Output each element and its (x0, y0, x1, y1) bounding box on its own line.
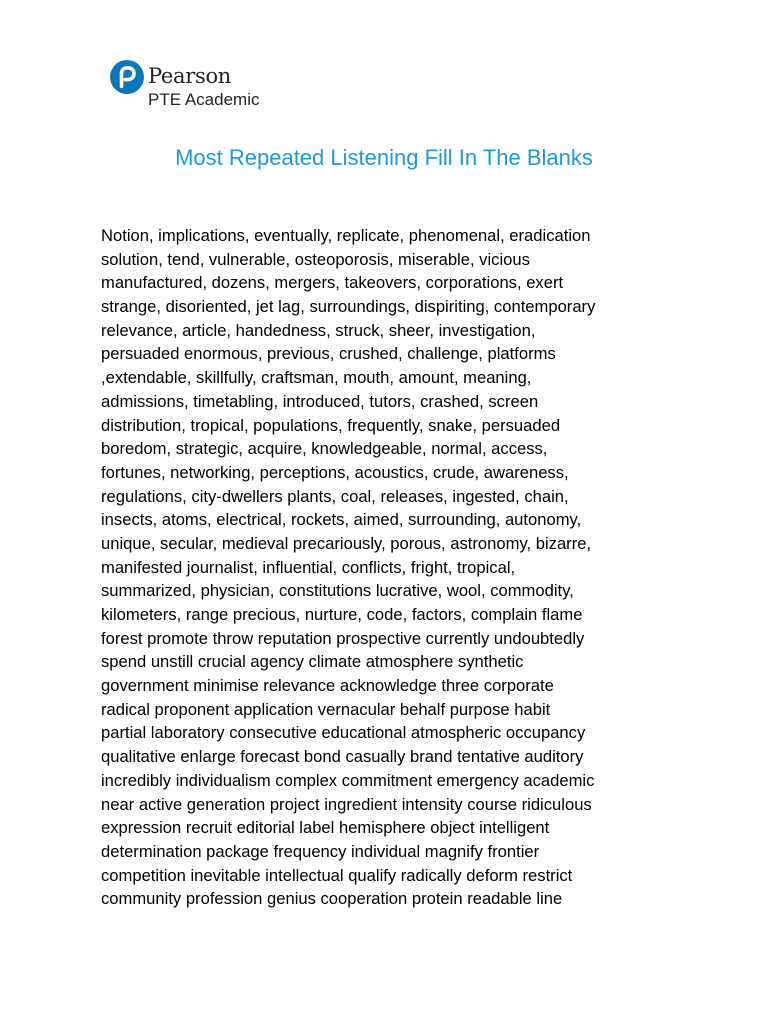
word-list-line: government minimise relevance acknowledge three corporate (101, 676, 554, 696)
word-list-line: regulations, city-dwellers plants, coal, releases, ingested, chain, (101, 486, 569, 506)
word-list-line: strange, disoriented, jet lag, surroundings, dispiriting, contemporary (101, 297, 596, 317)
word-list-line: ,extendable, skillfully, craftsman, mouth, amount, meaning, (101, 368, 532, 388)
word-list-line: unique, secular, medieval precariously, porous, astronomy, bizarre, (101, 533, 592, 553)
word-list-line: community profession genius cooperation protein readable line (101, 889, 563, 909)
word-list-line: distribution, tropical, populations, frequently, snake, persuaded (101, 415, 561, 435)
word-list-line: spend unstill crucial agency climate atmosphere synthetic (101, 652, 524, 672)
word-list-line: persuaded enormous, previous, crushed, challenge, platforms (101, 344, 556, 364)
word-list-line: boredom, strategic, acquire, knowledgeable, normal, access, (101, 439, 548, 459)
document-title: Most Repeated Listening Fill In The Blanks (175, 145, 593, 170)
word-list-line: forest promote throw reputation prospective currently undoubtedly (101, 628, 585, 648)
word-list-line: Notion, implications, eventually, replicate, phenomenal, eradication (101, 226, 591, 245)
pearson-p-logo-icon (110, 60, 144, 94)
word-list-line: kilometers, range precious, nurture, code, factors, complain flame (101, 605, 583, 624)
word-list-line: expression recruit editorial label hemisphere object intelligent (101, 818, 550, 838)
word-list-paragraph (101, 224, 681, 911)
word-list-line: near active generation project ingredient intensity course ridiculous (101, 794, 592, 814)
word-list-line: insects, atoms, electrical, rockets, aimed, surrounding, autonomy, (101, 510, 582, 530)
word-list-line: manifested journalist, influential, conflicts, fright, tropical, (101, 557, 516, 577)
word-list-line: summarized, physician, constitutions lucrative, wool, commodity, (101, 581, 574, 601)
word-list-line: manufactured, dozens, mergers, takeovers, corporations, exert (101, 273, 564, 293)
product-name: PTE Academic (148, 90, 260, 109)
pearson-logo (110, 60, 310, 114)
word-list-line: qualitative enlarge forecast bond casually brand tentative auditory (101, 747, 584, 767)
word-list-line: incredibly individualism complex commitment emergency academic (101, 770, 595, 790)
word-list-line: partial laboratory consecutive educational atmospheric occupancy (101, 723, 586, 743)
word-list-line: determination package frequency individual magnify frontier (101, 841, 540, 861)
word-list-line: solution, tend, vulnerable, osteoporosis, miserable, vicious (101, 249, 530, 269)
brand-name: Pearson (148, 64, 232, 88)
word-list-line: competition inevitable intellectual qualify radically deform restrict (101, 865, 573, 885)
word-list-line: admissions, timetabling, introduced, tutors, crashed, screen (101, 391, 539, 411)
word-list-line: relevance, article, handedness, struck, sheer, investigation, (101, 320, 536, 340)
word-list-line: fortunes, networking, perceptions, acoustics, crude, awareness, (101, 462, 569, 482)
word-list-line: radical proponent application vernacular behalf purpose habit (101, 699, 551, 719)
